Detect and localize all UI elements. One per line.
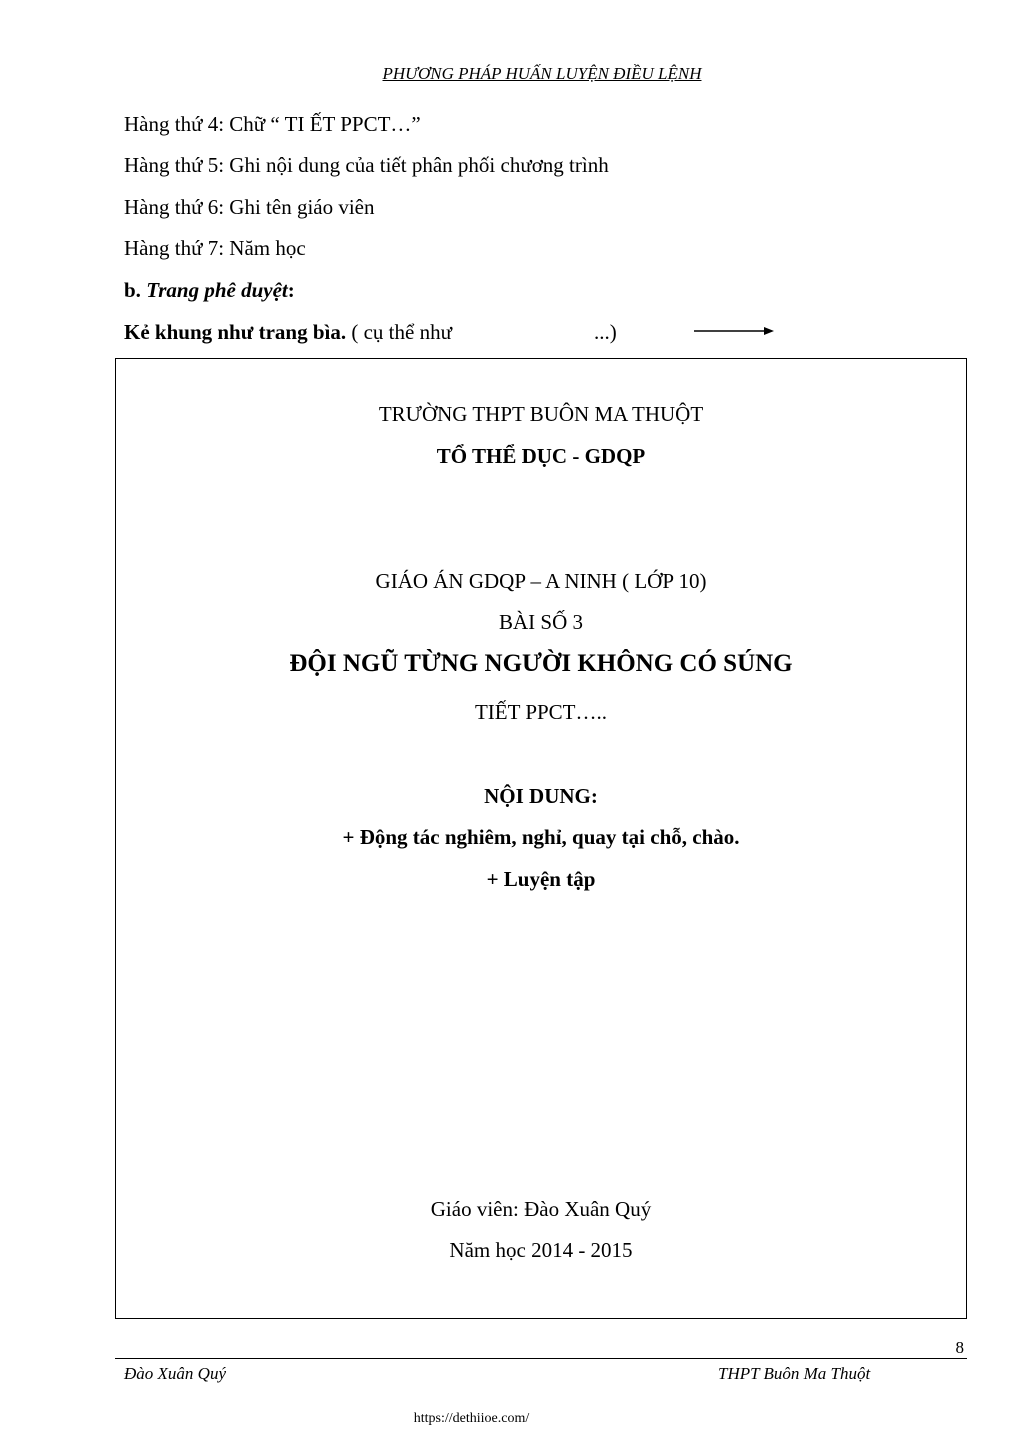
frame-note-bold: Kẻ khung như trang bìa. (124, 320, 347, 344)
frame-note-end: ...) (594, 320, 617, 344)
section-b-label: b. (124, 278, 141, 302)
row4-instruction: Hàng thứ 4: Chữ “ TI ẾT PPCT…” (124, 112, 421, 136)
cover-plan-title: GIÁO ÁN GDQP – A NINH ( LỚP 10) (375, 569, 707, 593)
cover-content-item: + Luyện tập (486, 867, 596, 891)
source-url[interactable]: https://dethiioe.com/ (413, 1411, 530, 1426)
page-number: 8 (955, 1338, 964, 1357)
cover-teacher: Giáo viên: Đào Xuân Quý (430, 1197, 652, 1221)
section-b-title: Trang phê duyệt (146, 278, 288, 302)
frame-note (124, 320, 452, 345)
cover-content-heading: NỘI DUNG: (484, 784, 598, 808)
row7-instruction: Hàng thứ 7: Năm học (124, 236, 306, 260)
right-arrow-icon (694, 324, 776, 338)
section-b-colon: : (287, 278, 295, 302)
row5-instruction: Hàng thứ 5: Ghi nội dung của tiết phân phối chương trình (124, 153, 609, 177)
footer-author: Đào Xuân Quý (124, 1364, 226, 1383)
cover-period: TIẾT PPCT….. (474, 700, 608, 724)
footer-divider (115, 1358, 967, 1359)
cover-department: TỔ THỂ DỤC - GDQP (436, 444, 646, 468)
cover-school: TRƯỜNG THPT BUÔN MA THUỘT (378, 402, 704, 426)
row6-instruction: Hàng thứ 6: Ghi tên giáo viên (124, 195, 375, 219)
cover-lesson-number: BÀI SỐ 3 (498, 610, 583, 634)
footer-school: THPT Buôn Ma Thuột (718, 1364, 871, 1383)
section-b-heading (124, 278, 295, 303)
frame-note-text: ( cụ thể như (351, 320, 452, 344)
cover-lesson-title: ĐỘI NGŨ TỪNG NGƯỜI KHÔNG CÓ SÚNG (289, 650, 793, 677)
cover-school-year: Năm học 2014 - 2015 (449, 1238, 633, 1262)
cover-content-item: + Động tác nghiêm, nghỉ, quay tại chỗ, chào. (342, 825, 740, 849)
running-header: PHƯƠNG PHÁP HUẤN LUYỆN ĐIỀU LỆNH (382, 64, 702, 83)
